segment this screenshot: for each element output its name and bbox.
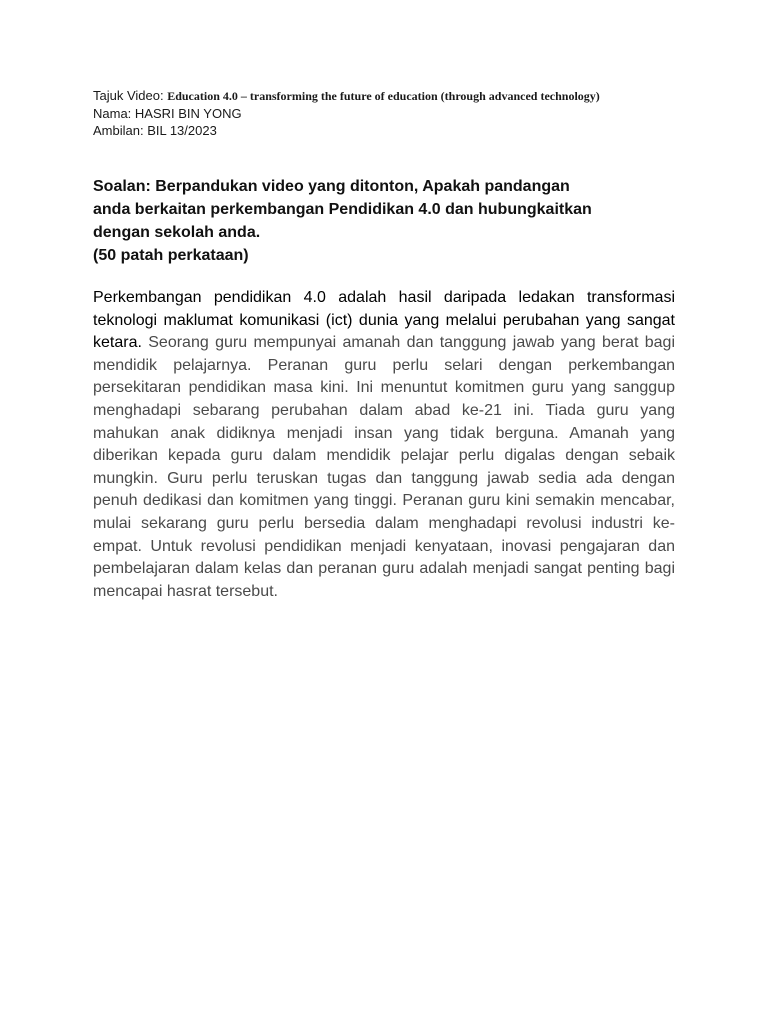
video-title: Education 4.0 – transforming the future of education (through advanced technology) [167, 89, 600, 103]
answer-lead-sentence: Perkembangan pendidikan 4.0 adalah hasil daripada ledakan transformasi teknologi maklumat komunikasi (ict) dunia yang melalui perubahan yang sangat ketara. [93, 289, 675, 352]
document-header [93, 87, 693, 139]
question-line-2: anda berkaitan perkembangan Pendidikan 4.0 dan hubungkaitkan [93, 201, 592, 218]
question-line-3: dengan sekolah anda. [93, 224, 261, 241]
answer-body-text: Seorang guru mempunyai amanah dan tanggung jawab yang berat bagi mendidik pelajarnya. Peranan guru perlu selari dengan perkembangan persekitaran pendidikan masa kini. Ini menuntut komitmen guru yang sanggup menghadapi sebarang perubahan dalam abad ke-21 ini. Tiada guru yang mahukan anak didiknya menjadi insan yang tidak berguna. Amanah yang diberikan kepada guru dalam mendidik pelajar perlu digalas dengan sebaik mungkin. Guru perlu teruskan tugas dan tanggung jawab sedia ada dengan penuh dedikasi dan komitmen yang tinggi. Peranan guru kini semakin mencabar, mulai sekarang guru perlu bersedia dalam menghadapi revolusi industri ke-empat. Untuk revolusi pendidikan menjadi kenyataan, inovasi pengajaran dan pembelajaran dalam kelas dan peranan guru adalah menjadi sangat penting bagi mencapai hasrat tersebut. [93, 334, 675, 600]
question-block [93, 175, 683, 267]
intake-info: Ambilan: BIL 13/2023 [93, 123, 217, 138]
video-title-label: Tajuk Video: [93, 88, 168, 103]
question-line-1: Soalan: Berpandukan video yang ditonton, Apakah pandangan [93, 178, 570, 195]
video-title-row [93, 87, 693, 105]
word-limit: (50 patah perkataan) [93, 247, 249, 264]
answer-paragraph [93, 287, 675, 603]
student-name: Nama: HASRI BIN YONG [93, 106, 242, 121]
